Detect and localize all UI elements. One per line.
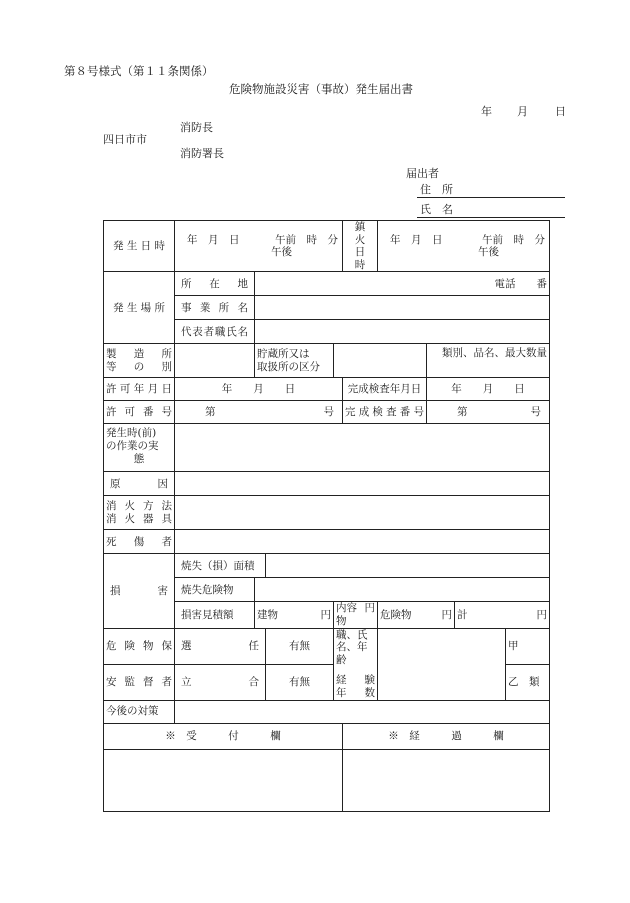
future-measures-field[interactable] xyxy=(175,700,550,723)
report-form-table xyxy=(103,220,550,812)
row-work-state xyxy=(104,424,550,472)
extinguish-datetime-field[interactable] xyxy=(378,221,550,272)
contents-yen: 円 xyxy=(364,602,375,615)
business-name-field[interactable] xyxy=(255,296,550,320)
casualties-field[interactable] xyxy=(175,530,550,554)
facility-type-label xyxy=(104,344,175,378)
addressee-station: 消防署長 xyxy=(180,147,224,160)
damage-total-field[interactable] xyxy=(455,602,550,628)
experience-years: 経 験 年 数 xyxy=(336,674,386,699)
occurrence-place-label: 発 生 場 所 xyxy=(104,272,175,344)
document-title: 危険物施設災害（事故）発生届出書 xyxy=(229,82,413,96)
addressee-chief: 消防長 xyxy=(180,121,213,134)
storage-category-label-1: 貯蔵所又は xyxy=(257,348,310,361)
facility-type-label-2: 等 の 別 xyxy=(106,360,172,373)
occurrence-am: 午前 時 分 xyxy=(275,233,338,246)
supervisor-label-1: 危険物保 xyxy=(104,628,175,664)
permit-go: 号 xyxy=(323,406,334,419)
permit-number-field[interactable] xyxy=(175,401,343,424)
row-cause xyxy=(104,472,550,496)
extinguish-am: 午前 時 分 xyxy=(482,233,545,246)
permit-dai: 第 xyxy=(205,406,216,419)
date-month: 月 xyxy=(517,105,528,118)
casualties-label: 死 傷 者 xyxy=(104,530,175,554)
phone-label: 電話 番 xyxy=(494,277,547,290)
fire-method-label-1: 消火方法 xyxy=(106,500,172,513)
hazmat-label: 危険物 xyxy=(380,608,412,621)
row-permit-number xyxy=(104,401,550,424)
progress-field[interactable] xyxy=(343,749,550,811)
work-state-label-1: 発生時(前) xyxy=(106,427,157,440)
row-office-use-body xyxy=(104,749,550,811)
category-field[interactable] xyxy=(427,344,550,378)
total-label: 計 xyxy=(457,608,468,621)
appointed-label: 選 任 xyxy=(175,628,266,664)
job-name-age: 職、氏名、年齢 xyxy=(336,628,368,666)
notifier-label: 届出者 xyxy=(406,167,439,180)
extinguish-datetime-label xyxy=(343,221,378,272)
supervisor-info-label xyxy=(334,628,386,700)
name-label: 氏 名 xyxy=(420,203,453,216)
occurrence-datetime-field[interactable] xyxy=(175,221,343,272)
supervisor-info-field[interactable] xyxy=(378,628,506,700)
building-label: 建物 xyxy=(257,608,278,621)
category-label: 類別、品名、最大数量 xyxy=(442,347,547,360)
permit-number-label: 許 可 番 号 xyxy=(104,401,175,424)
extinguish-label-1: 鎮 火 xyxy=(354,221,376,246)
location-field[interactable] xyxy=(255,272,550,296)
burned-area-field[interactable] xyxy=(266,554,550,578)
row-facility-type xyxy=(104,344,550,378)
inspection-dai: 第 xyxy=(457,406,468,419)
hazmat-yen: 円 xyxy=(441,608,452,621)
row-casualties xyxy=(104,530,550,554)
burned-area-label: 焼失（損）面積 xyxy=(175,554,266,578)
work-state-label-2: の作業の実 xyxy=(106,439,159,452)
city-name: 四日市市 xyxy=(103,133,147,146)
row-burned-area xyxy=(104,554,550,578)
permit-date-field[interactable]: 年 月 日 xyxy=(175,378,343,401)
storage-category-label xyxy=(255,344,334,378)
present-label: 立 合 xyxy=(175,664,266,700)
damage-label: 損 害 xyxy=(104,554,175,628)
extinguish-ymd: 年 月 日 xyxy=(390,233,443,246)
name-underline xyxy=(417,217,565,218)
class-a: 甲 xyxy=(506,628,550,664)
location-label: 所 在 地 xyxy=(175,272,255,296)
address-label: 住 所 xyxy=(420,183,453,196)
work-state-label-3: 態 xyxy=(133,452,145,465)
extinguish-label-2: 日 時 xyxy=(354,246,376,271)
damage-hazmat-field[interactable] xyxy=(378,602,455,628)
representative-field[interactable] xyxy=(255,320,550,344)
appointed-presence[interactable]: 有無 xyxy=(266,628,334,664)
facility-type-field[interactable] xyxy=(175,344,255,378)
burned-hazmat-label: 焼失危険物 xyxy=(175,578,255,602)
storage-category-field[interactable] xyxy=(334,344,427,378)
row-location xyxy=(104,272,550,296)
date-day: 日 xyxy=(555,105,566,118)
storage-category-label-2: 取扱所の区分 xyxy=(257,360,320,373)
cause-field[interactable] xyxy=(175,472,550,496)
fire-method-label xyxy=(104,496,175,530)
occurrence-pm: 午後 xyxy=(271,246,292,259)
class-b: 乙 類 xyxy=(506,664,550,700)
representative-label: 代表者職氏名 xyxy=(175,320,255,344)
occurrence-datetime-label: 発 生 日 時 xyxy=(104,221,175,272)
row-permit-date xyxy=(104,378,550,401)
work-state-label xyxy=(104,424,175,472)
progress-header: ※ 経 過 欄 xyxy=(343,723,550,749)
date-year: 年 xyxy=(481,105,492,118)
building-yen: 円 xyxy=(320,608,331,621)
inspection-number-field[interactable] xyxy=(427,401,550,424)
extinguish-pm: 午後 xyxy=(478,246,499,259)
row-occurrence-datetime xyxy=(104,221,550,272)
damage-contents-field[interactable] xyxy=(334,602,378,628)
future-measures-label: 今後の対策 xyxy=(104,700,175,723)
row-supervisor-appointed xyxy=(104,628,550,664)
fire-method-label-2: 消火器具 xyxy=(106,512,172,525)
occurrence-ymd: 年 月 日 xyxy=(187,233,240,246)
row-fire-method xyxy=(104,496,550,530)
form-number: 第８号様式（第１１条関係） xyxy=(64,64,214,78)
inspection-date-field[interactable]: 年 月 日 xyxy=(427,378,550,401)
cause-label: 原 因 xyxy=(104,472,175,496)
inspection-go: 号 xyxy=(530,406,541,419)
damage-estimate-label: 損害見積額 xyxy=(175,602,255,628)
damage-building-field[interactable] xyxy=(255,602,334,628)
present-presence[interactable]: 有無 xyxy=(266,664,334,700)
work-state-field[interactable] xyxy=(175,424,550,472)
contents-label: 内容物 xyxy=(336,602,357,627)
row-future-measures xyxy=(104,700,550,723)
supervisor-label-2: 安監督者 xyxy=(104,664,175,700)
total-yen: 円 xyxy=(536,608,547,621)
reception-header: ※ 受 付 欄 xyxy=(104,723,343,749)
burned-hazmat-field[interactable] xyxy=(255,578,550,602)
permit-date-label: 許可年月日 xyxy=(104,378,175,401)
inspection-date-label: 完成検査年月日 xyxy=(343,378,427,401)
row-office-use-header xyxy=(104,723,550,749)
facility-type-label-1: 製 造 所 xyxy=(106,348,172,361)
business-name-label: 事 業 所 名 xyxy=(175,296,255,320)
fire-method-field[interactable] xyxy=(175,496,550,530)
reception-field[interactable] xyxy=(104,749,343,811)
inspection-number-label: 完成検査番号 xyxy=(343,401,427,424)
address-underline xyxy=(417,197,565,198)
